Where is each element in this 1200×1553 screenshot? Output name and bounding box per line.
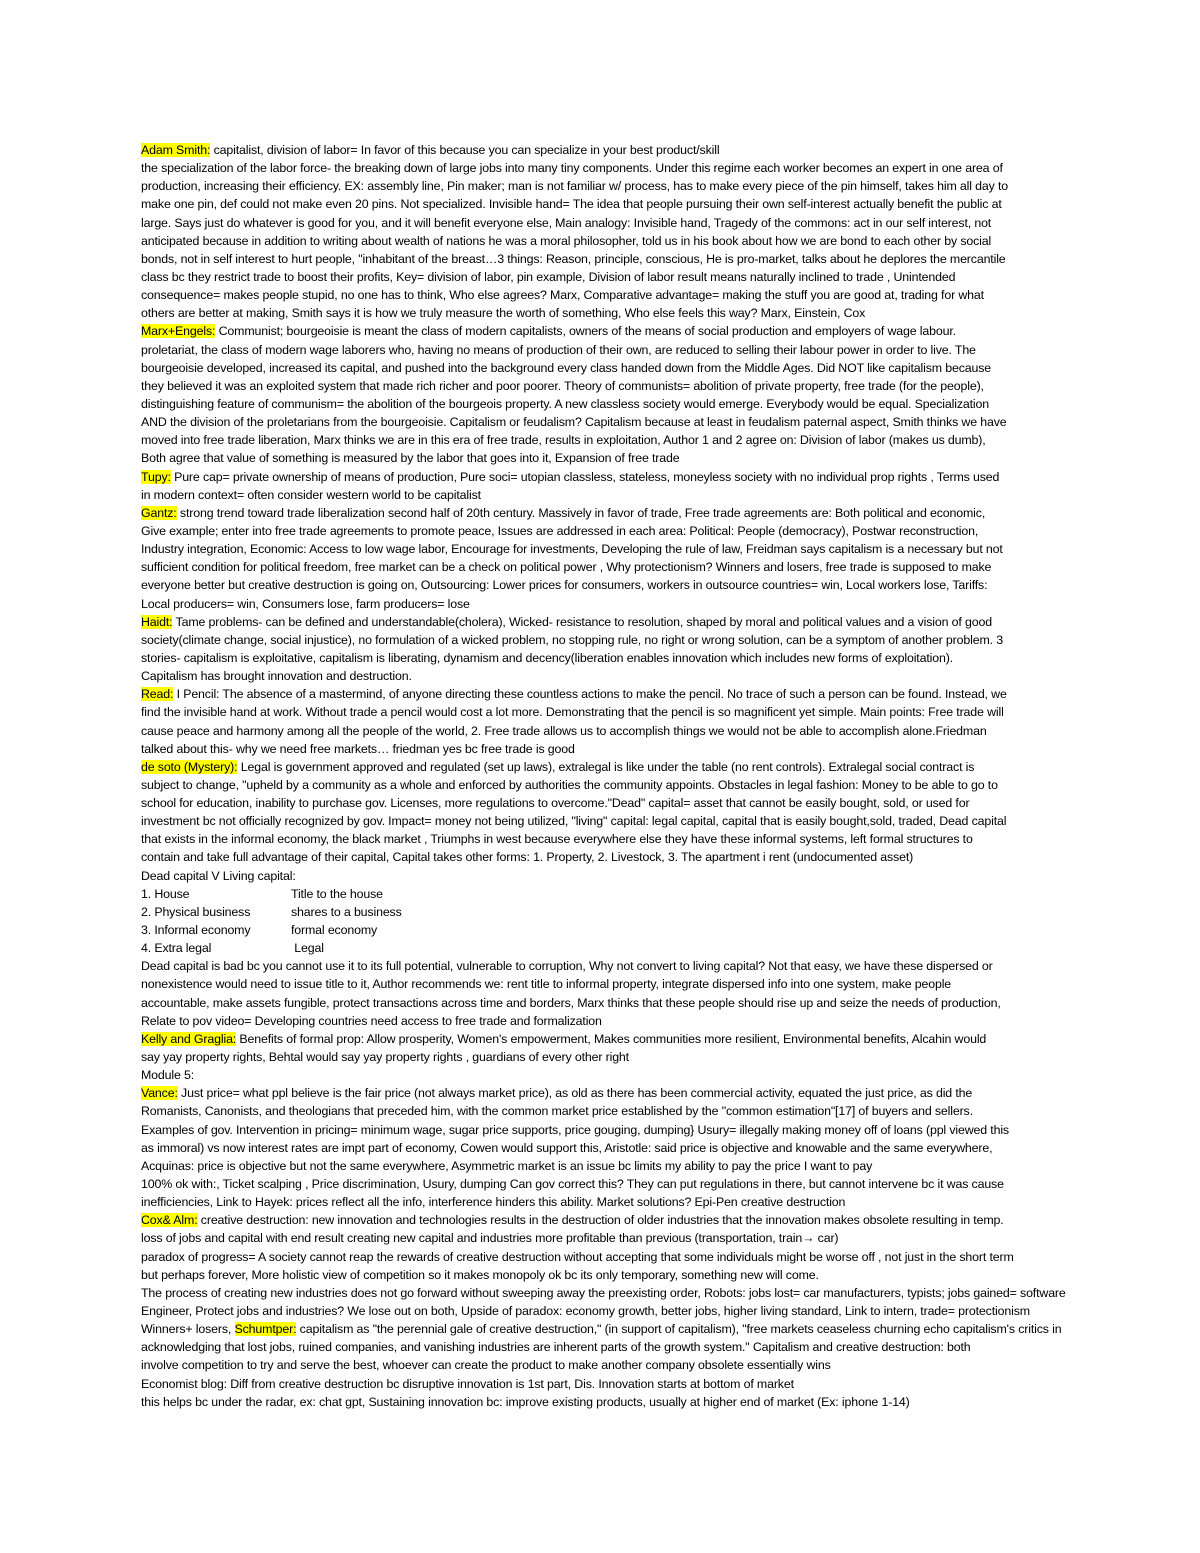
- text-line: [141, 1248, 1200, 1266]
- text-line: [141, 341, 1200, 359]
- text-line: [141, 994, 1200, 1012]
- text-line: [141, 286, 1200, 304]
- highlighted-author-heading: Vance:: [141, 1086, 178, 1101]
- table-cell-dead-capital: 1. House: [141, 886, 190, 901]
- text-line: [141, 486, 1200, 504]
- line-text: find the invisible hand at work. Without trade a pencil would cost a lot more. Demonstrating that the pencil is so magnificent yet simple. Main points: Free trade will: [141, 705, 1004, 720]
- text-line: [141, 1356, 1200, 1374]
- line-text: strong trend toward trade liberalization second half of 20th century. Massively in favor of trade, Free trade agreements are: Both political and economic,: [176, 505, 986, 520]
- text-line: [141, 703, 1200, 721]
- highlighted-author-heading: Kelly and Graglia:: [141, 1031, 237, 1046]
- line-text: involve competition to try and serve the best, whoever can create the product to make another company obsolete essentially wins: [141, 1358, 831, 1373]
- text-line: [141, 504, 1200, 522]
- line-text: Local producers= win, Consumers lose, farm producers= lose: [141, 596, 470, 611]
- text-line: [141, 395, 1200, 413]
- text-line: [141, 268, 1200, 286]
- text-line: [141, 830, 1200, 848]
- line-text: Dead capital is bad bc you cannot use it to its full potential, vulnerable to corruption, Why not convert to living capital? Not that easy, we have these dispersed or: [141, 959, 993, 974]
- line-text: capitalism as "the perennial gale of creative destruction," (in support of capitalism), "free markets ceaseless churning echo capitalism's critics in: [296, 1322, 1062, 1337]
- line-text: everyone better but creative destruction is going on, Outsourcing: Lower prices for consumers, workers in outsource countries= win, Local workers lose, Tariffs:: [141, 578, 988, 593]
- text-line: [141, 1266, 1200, 1284]
- table-cell-living-capital: Title to the house: [291, 886, 383, 901]
- line-text: Tame problems- can be defined and understandable(cholera), Wicked- resistance to resolution, shaped by moral and political values and a vision of good: [172, 614, 992, 629]
- text-line: [141, 558, 1200, 576]
- line-text: Relate to pov video= Developing countries need access to free trade and formalization: [141, 1013, 602, 1028]
- line-text: capitalist, division of labor= In favor of this because you can specialize in your best product/skill: [210, 143, 720, 157]
- line-text: cause peace and harmony among all the people of the world, 2. Free trade allows us to accomplish things we would not be able to accomplish alone.Friedman: [141, 723, 987, 738]
- line-text: Give example; enter into free trade agreements to promote peace, Issues are addressed in each area: Political: People (democracy), Postwar reconstruction,: [141, 523, 979, 538]
- line-text: the specialization of the labor force- the breaking down of large jobs into many tiny components. Under this regime each worker becomes an expert in one area of: [141, 161, 1003, 176]
- text-line: [141, 232, 1200, 250]
- highlighted-author-heading: Marx+Engels:: [141, 324, 216, 339]
- line-text: stories- capitalism is exploitative, capitalism is liberating, dynamism and decency(liberation enables innovation which includes new forms of exploitation).: [141, 650, 953, 665]
- text-line: [141, 431, 1200, 449]
- text-line: [141, 413, 1200, 431]
- line-text: paradox of progress= A society cannot reap the rewards of creative destruction without accepting that some individuals might be worse off , not just in the short term: [141, 1249, 1014, 1264]
- line-text: say yay property rights, Behtal would say yay property rights , guardians of every other right: [141, 1050, 629, 1065]
- line-text: moved into free trade liberation, Marx thinks we are in this era of free trade, results in exploitation, Author 1 and 2 agree on: Division of labor (makes us dumb),: [141, 433, 986, 448]
- line-text: subject to change, "upheld by a community as a whole and enforced by authorities the community appoints. Obstacles in legal fashion: Money to be able to go to: [141, 777, 998, 792]
- text-line: [141, 776, 1200, 794]
- line-text: Both agree that value of something is measured by the labor that goes into it, Expansion of free trade: [141, 451, 680, 466]
- line-text: 100% ok with:, Ticket scalping , Price discrimination, Usury, dumping Can gov correct this? They can put regulations in there, but cannot intervene bc it was cause: [141, 1177, 1004, 1192]
- text-line: [141, 595, 1200, 613]
- line-text: consequence= makes people stupid, no one has to think, Who else agrees? Marx, Comparative advantage= making the stuff you are good at, trading for what: [141, 288, 984, 303]
- text-line: [141, 1048, 1200, 1066]
- line-text: contain and take full advantage of their capital, Capital takes other forms: 1. Property, 2. Livestock, 3. The apartment i rent (undocumented asset): [141, 850, 914, 865]
- line-text: accountable, make assets fungible, protect transactions across time and borders, Marx thinks that these people should rise up and seize the needs of production,: [141, 995, 1001, 1010]
- text-line: [141, 848, 1200, 866]
- text-line: [141, 1393, 1200, 1411]
- text-line: [141, 522, 1200, 540]
- text-line: [141, 1066, 1200, 1084]
- text-line: [141, 903, 1200, 921]
- highlighted-author-heading: Tupy:: [141, 469, 171, 484]
- line-text: The process of creating new industries does not go forward without sweeping away the preexisting order, Robots: jobs lost= car manufacturers, typists; jobs gained= software: [141, 1285, 1066, 1300]
- line-text: distinguishing feature of communism= the abolition of the bourgeois property. A new classless society would emerge. Everybody would be equal. Specialization: [141, 396, 989, 411]
- line-text: make one pin, def could not make even 20 pins. Not specialized. Invisible hand= The idea that people pursuing their own self-interest actually benefit the public at: [141, 197, 1002, 212]
- text-line: [141, 1139, 1200, 1157]
- highlighted-author-heading: Read:: [141, 687, 174, 702]
- line-text: Module 5:: [141, 1068, 195, 1083]
- text-line: [141, 1338, 1200, 1356]
- text-line: [141, 1121, 1200, 1139]
- line-text: but perhaps forever, More holistic view of competition so it makes monopoly ok bc its only temporary, something new will come.: [141, 1267, 819, 1282]
- text-line: [141, 758, 1200, 776]
- text-line: [141, 631, 1200, 649]
- table-cell-living-capital: Legal: [291, 941, 324, 956]
- line-text: anticipated because in addition to writing about wealth of nations he was a moral philosopher, told us in his book about how we are bond to each other by social: [141, 233, 992, 248]
- highlighted-author-heading: Haidt:: [141, 614, 173, 629]
- notes-body: [141, 141, 1200, 1411]
- text-line: [141, 1084, 1200, 1102]
- line-text: class bc they restrict trade to boost their profits, Key= division of labor, pin example, Division of labor result means naturally inclined to trade , Unintended: [141, 269, 956, 284]
- text-line: [141, 722, 1200, 740]
- line-text: acknowledging that lost jobs, ruined companies, and vanishing industries are inherent parts of the growth system." Capitalism and creative destruction: both: [141, 1340, 971, 1355]
- line-text: they believed it was an exploited system that made rich richer and poor poorer. Theory of communists= abolition of private property, free trade (for the people),: [141, 378, 984, 393]
- text-line: [141, 957, 1200, 975]
- text-line: [141, 177, 1200, 195]
- line-text: I Pencil: The absence of a mastermind, of anyone directing these countless actions to make the pencil. No trace of such a person can be found. Instead, we: [173, 687, 1007, 702]
- text-line: [141, 649, 1200, 667]
- line-text: loss of jobs and capital with end result creating new capital and industries more profitable than previous (transportation, train→ car): [141, 1231, 839, 1246]
- line-text: AND the division of the proletarians from the bourgeoisie. Capitalism or feudalism? Capitalism because at least in feudalism paternal aspect, Smith thinks we have: [141, 415, 1007, 430]
- text-line: [141, 1030, 1200, 1048]
- line-text: Legal is government approved and regulated (set up laws), extralegal is like under the table (no rent controls). Extralegal social contract is: [237, 759, 975, 774]
- text-line: [141, 1193, 1200, 1211]
- line-text: others are better at making, Smith says it is how we truly measure the worth of something, Who else feels this way? Marx, Einstein, Cox: [141, 306, 866, 321]
- line-text: Industry integration, Economic: Access to low wage labor, Encourage for investments, Developing the rule of law, Freidman says capitalism is a necessary but not: [141, 542, 1003, 557]
- line-text: talked about this- why we need free markets… friedman yes bc free trade is good: [141, 741, 575, 756]
- line-text: Acquinas: price is objective but not the same everywhere, Asymmetric market is an issue bc limits my ability to pay the price I want to pay: [141, 1158, 873, 1173]
- line-text: Economist blog: Diff from creative destruction bc disruptive innovation is 1st part, Dis. Innovation starts at bottom of market: [141, 1376, 794, 1391]
- line-text: this helps bc under the radar, ex: chat gpt, Sustaining innovation bc: improve existing products, usually at higher end of market (Ex: iphone 1-14): [141, 1394, 910, 1409]
- text-line: [141, 468, 1200, 486]
- line-text: Capitalism has brought innovation and destruction.: [141, 669, 412, 684]
- line-text: Just price= what ppl believe is the fair price (not always market price), as old as there has been commercial activity, equated the just price, as did the: [177, 1086, 973, 1101]
- line-text: that exists in the informal economy, the black market , Triumphs in west because everywhere else they have these informal systems, left formal structures to: [141, 832, 973, 847]
- text-line: [141, 1320, 1200, 1338]
- text-line: [141, 195, 1200, 213]
- table-cell-dead-capital: 4. Extra legal: [141, 941, 212, 956]
- text-line: [141, 449, 1200, 467]
- line-text: in modern context= often consider western world to be capitalist: [141, 487, 481, 502]
- line-text: bourgeoisie developed, increased its capital, and pushed into the background every class handed down from the Middle Ages. Did NOT like capitalism because: [141, 360, 992, 375]
- line-text: Engineer, Protect jobs and industries? We lose out on both, Upside of paradox: economy growth, better jobs, higher living standard, Link to intern, trade= protectionism: [141, 1304, 1030, 1318]
- line-text: sufficient condition for political freedom, free market can be a check on political power , Why protectionism? Winners and losers, free trade is supposed to make: [141, 560, 992, 575]
- text-line: [141, 1012, 1200, 1030]
- highlighted-author-heading: Gantz:: [141, 505, 177, 520]
- text-line: [141, 794, 1200, 812]
- line-text: investment bc not officially recognized by gov. Impact= money not being utilized, "living" capital: legal capital, capital that is easily bought,sold, traded, Dead capital: [141, 814, 1007, 829]
- text-line: [141, 576, 1200, 594]
- text-line: [141, 885, 1200, 903]
- text-line: [141, 975, 1200, 993]
- line-text: Pure cap= private ownership of means of production, Pure soci= utopian classless, stateless, moneyless society with no individual prop rights , Terms used: [170, 469, 1000, 484]
- line-text: proletariat, the class of modern wage laborers who, having no means of production of their own, are reduced to selling their labour power in order to live. The: [141, 342, 976, 357]
- line-text: bonds, not in self interest to hurt people, "inhabitant of the breast…3 things: Reason, principle, conscious, He is pro-market, talks about he deplores the mercantile: [141, 251, 1006, 266]
- text-line: [141, 214, 1200, 232]
- line-text: production, increasing their efficiency. EX: assembly line, Pin maker; man is not familiar w/ process, has to make every piece of the pin himself, takes him all day to: [141, 179, 1009, 194]
- line-text: society(climate change, social injustice), no formulation of a wicked problem, no stopping rule, no right or wrong solution, can be a symptom of another problem. 3: [141, 632, 1003, 647]
- text-line: [141, 159, 1200, 177]
- text-line: [141, 921, 1200, 939]
- text-line: [141, 322, 1200, 340]
- text-line: [141, 1102, 1200, 1120]
- line-text: inefficiencies, Link to Hayek: prices reflect all the info, interference hinders this ability. Market solutions? Epi-Pen creative destruction: [141, 1195, 846, 1210]
- text-line: [141, 1375, 1200, 1393]
- line-text: Examples of gov. Intervention in pricing= minimum wage, sugar price supports, price gouging, dumping} Usury= illegally making money off of loans (ppl viewed this: [141, 1122, 1009, 1137]
- highlighted-author-heading: Adam Smith:: [141, 143, 211, 157]
- text-line: [141, 540, 1200, 558]
- text-line: [141, 250, 1200, 268]
- text-line: [141, 613, 1200, 631]
- line-text: large. Says just do whatever is good for you, and it will benefit everyone else, Main analogy: Invisible hand, Tragedy of the commons: act in our self interest, not: [141, 215, 992, 230]
- text-line: [141, 939, 1200, 957]
- text-line: [141, 667, 1200, 685]
- text-line: [141, 867, 1200, 885]
- line-text: school for education, inability to purchase gov. Licenses, more regulations to overcome."Dead" capital= asset that cannot be easily bought, sold, or used for: [141, 796, 970, 811]
- text-line: [141, 685, 1200, 703]
- line-text: creative destruction: new innovation and technologies results in the destruction of older industries that the innovation makes obsolete resulting in temp.: [197, 1213, 1004, 1228]
- line-prefix: Winners+ losers,: [141, 1322, 235, 1337]
- line-text: as immoral) vs now interest rates are impt part of economy, Cowen would support this, Aristotle: said price is objective and knowable and the same everywhere,: [141, 1140, 993, 1155]
- text-line: [141, 812, 1200, 830]
- text-line: [141, 1157, 1200, 1175]
- table-cell-living-capital: formal economy: [291, 923, 378, 938]
- text-line: [141, 359, 1200, 377]
- text-line: [141, 1175, 1200, 1193]
- line-text: Benefits of formal prop: Allow prosperity, Women's empowerment, Makes communities more resilient, Environmental benefits, Alcahin would: [236, 1031, 987, 1046]
- text-line: [141, 377, 1200, 395]
- table-cell-dead-capital: 2. Physical business: [141, 904, 251, 919]
- text-line: [141, 304, 1200, 322]
- line-text: Romanists, Canonists, and theologians that preceded him, with the common market price established by the "common estimation"[17] of buyers and sellers.: [141, 1104, 973, 1119]
- text-line: [141, 740, 1200, 758]
- line-text: Dead capital V Living capital:: [141, 868, 296, 883]
- line-text: nonexistence would need to issue title to it, Author recommends we: rent title to informal property, integrate dispersed info into one system, make people: [141, 977, 952, 992]
- highlighted-author-heading: de soto (Mystery):: [141, 759, 238, 774]
- table-cell-living-capital: shares to a business: [291, 904, 402, 919]
- table-cell-dead-capital: 3. Informal economy: [141, 923, 251, 938]
- highlighted-author-heading: Schumtper:: [234, 1322, 297, 1337]
- line-text: Communist; bourgeoisie is meant the class of modern capitalists, owners of the means of social production and employers of wage labour.: [215, 324, 956, 339]
- text-line: [141, 1302, 1200, 1320]
- text-line: [141, 1211, 1200, 1229]
- text-line: [141, 141, 1200, 159]
- text-line: [141, 1229, 1200, 1247]
- text-line: [141, 1284, 1200, 1302]
- highlighted-author-heading: Cox& Alm:: [141, 1213, 198, 1228]
